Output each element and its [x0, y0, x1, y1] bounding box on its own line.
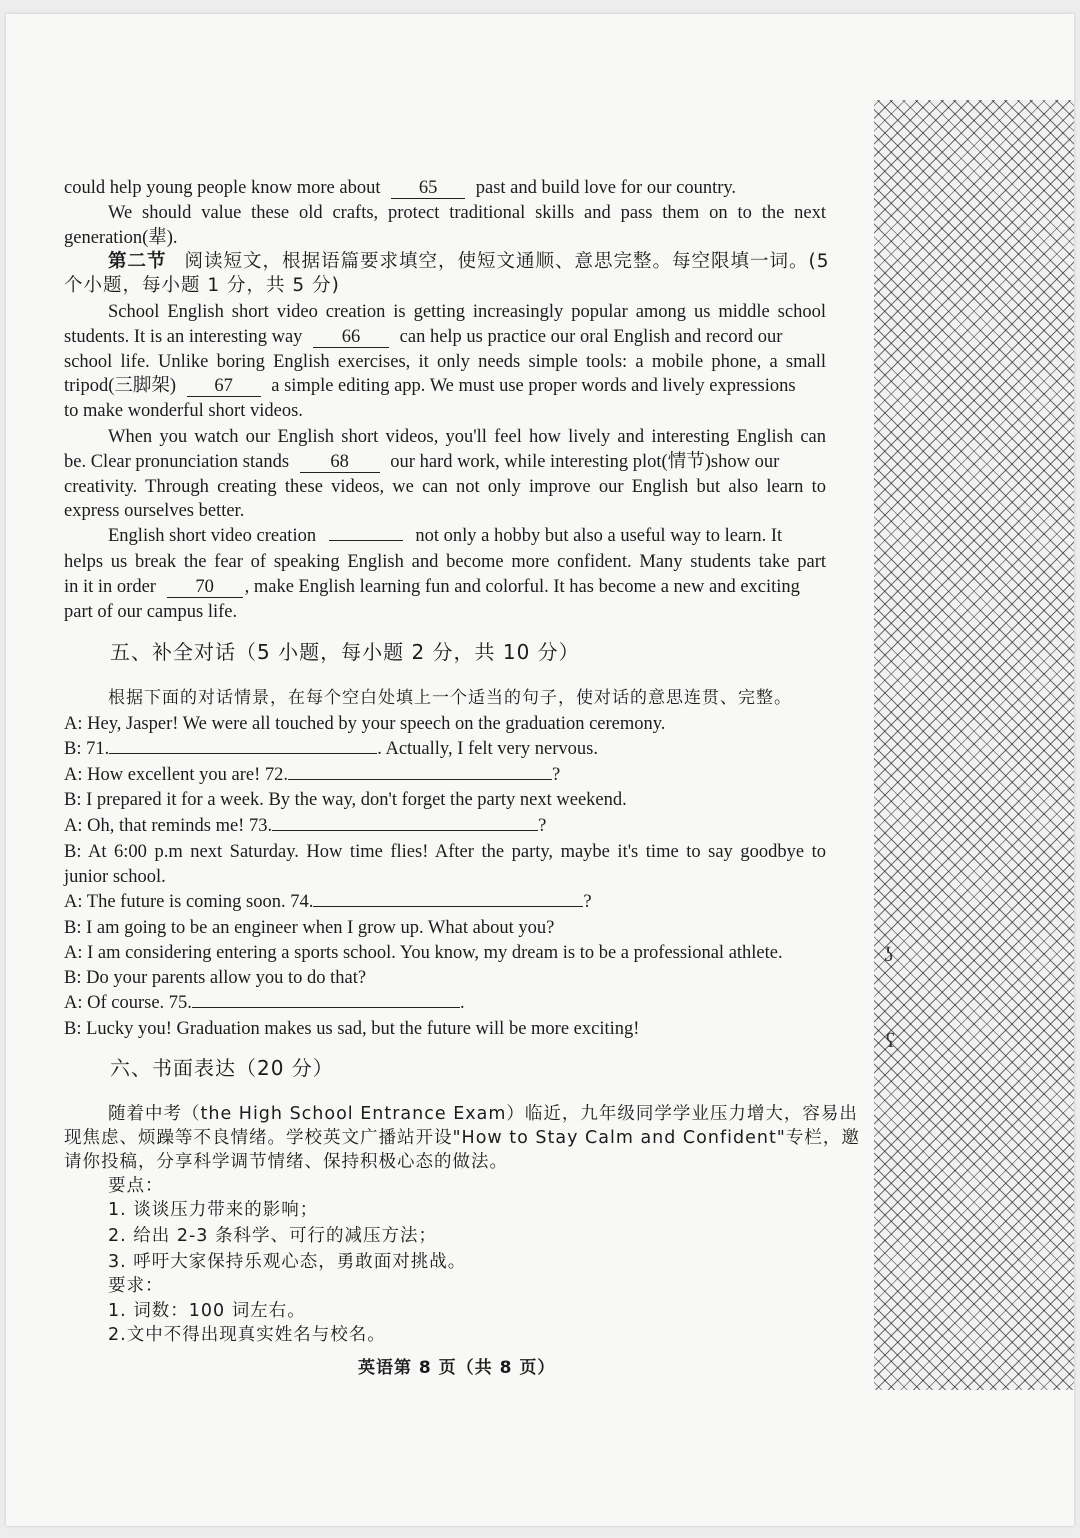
- requirement-item: 2.文中不得出现真实姓名与校名。: [108, 1325, 386, 1345]
- section2-instruction: 第二节 阅读短文，根据语篇要求填空，使短文通顺、意思完整。每空限填一词。(5: [108, 251, 830, 272]
- point-item: 2. 给出 2-3 条科学、可行的减压方法；: [108, 1226, 437, 1246]
- answer-blank-75[interactable]: [192, 1007, 460, 1008]
- blank-65[interactable]: 65: [391, 178, 465, 199]
- passage-line: to make wonderful short videos.: [64, 401, 303, 421]
- dialogue-line: A: I am considering entering a sports school. You know, my dream is to be a professional athlete.: [64, 943, 783, 963]
- page-footer: 英语第 8 页（共 8 页）: [358, 1358, 556, 1378]
- dialogue-line: A: The future is coming soon. 74. ?: [64, 892, 592, 912]
- dialogue-line: B: I prepared it for a week. By the way, don't forget the party next weekend.: [64, 790, 627, 810]
- dialogue-line: B: Lucky you! Graduation makes us sad, but the future will be more exciting!: [64, 1019, 640, 1039]
- point-item: 1. 谈谈压力带来的影响；: [108, 1200, 319, 1220]
- blank-67[interactable]: 67: [187, 376, 261, 397]
- binding-margin-pattern: [874, 100, 1074, 1390]
- section5-instruction: 根据下面的对话情景，在每个空白处填上一个适当的句子，使对话的意思连贯、完整。: [108, 688, 792, 708]
- passage-line: When you watch our English short videos, you'll feel how lively and interesting English can: [108, 427, 826, 447]
- point-item: 3. 呼吁大家保持乐观心态，勇敢面对挑战。: [108, 1252, 467, 1272]
- section2-title: 第二节: [108, 251, 167, 272]
- writing-prompt-line: 随着中考（the High School Entrance Exam）临近，九年级同学学业压力增大，容易出: [108, 1104, 858, 1124]
- dialogue-line: B: At 6:00 p.m next Saturday. How time flies! After the party, maybe it's time to say goodbye to: [64, 842, 826, 862]
- pen-mark-icon: ʕ: [886, 1030, 895, 1052]
- blank-70[interactable]: 70: [167, 577, 243, 598]
- passage-line: School English short video creation is getting increasingly popular among us middle school: [108, 302, 826, 322]
- passage-line: in it in order 70 , make English learning fun and colorful. It has become a new and exciting: [64, 577, 800, 597]
- requirement-item: 1. 词数：100 词左右。: [108, 1301, 306, 1321]
- passage-line: could help young people know more about 65 past and build love for our country.: [64, 178, 737, 198]
- dialogue-line: junior school.: [64, 867, 166, 887]
- passage-line: generation(辈).: [64, 228, 178, 248]
- answer-blank-72[interactable]: [288, 779, 552, 780]
- dialogue-line: B: Do your parents allow you to do that?: [64, 968, 367, 988]
- blank-69[interactable]: [329, 540, 403, 541]
- dialogue-line: B: 71. . Actually, I felt very nervous.: [64, 739, 598, 759]
- blank-66[interactable]: 66: [313, 327, 389, 348]
- pen-mark-icon: ʖ: [884, 944, 893, 966]
- section6-title: 六、书面表达（20 分）: [110, 1056, 334, 1080]
- passage-line: students. It is an interesting way 66 can help us practice our oral English and record our: [64, 327, 783, 347]
- passage-line: English short video creation not only a hobby but also a useful way to learn. It: [108, 526, 783, 546]
- exam-page: [6, 14, 1074, 1526]
- passage-line: helps us break the fear of speaking English and become more confident. Many students take part: [64, 552, 826, 572]
- answer-blank-71[interactable]: [109, 753, 377, 754]
- requirements-title: 要求：: [108, 1276, 164, 1296]
- blank-68[interactable]: 68: [300, 452, 380, 473]
- dialogue-line: A: How excellent you are! 72. ?: [64, 765, 561, 785]
- answer-blank-73[interactable]: [272, 830, 538, 831]
- passage-line: creativity. Through creating these videos, we can not only improve our English but also learn to: [64, 477, 826, 497]
- passage-line: part of our campus life.: [64, 602, 238, 622]
- section5-title: 五、补全对话（5 小题，每小题 2 分，共 10 分）: [110, 640, 580, 664]
- passage-line: express ourselves better.: [64, 501, 245, 521]
- answer-blank-74[interactable]: [313, 906, 583, 907]
- dialogue-line: A: Of course. 75. .: [64, 993, 465, 1013]
- passage-line: tripod(三脚架) 67 a simple editing app. We must use proper words and lively expressions: [64, 376, 796, 396]
- dialogue-line: A: Oh, that reminds me! 73. ?: [64, 816, 547, 836]
- writing-prompt-line: 请你投稿，分享科学调节情绪、保持积极心态的做法。: [64, 1152, 508, 1172]
- passage-line: We should value these old crafts, protect traditional skills and pass them on to the next: [108, 203, 826, 223]
- passage-line: school life. Unlike boring English exercises, it only needs simple tools: a mobile phone, a small: [64, 352, 826, 372]
- passage-line: be. Clear pronunciation stands 68 our hard work, while interesting plot(情节)show our: [64, 452, 780, 472]
- writing-prompt-line: 现焦虑、烦躁等不良情绪。学校英文广播站开设"How to Stay Calm and Confident"专栏，邀: [64, 1128, 860, 1148]
- points-title: 要点：: [108, 1176, 164, 1196]
- dialogue-line: B: I am going to be an engineer when I grow up. What about you?: [64, 918, 555, 938]
- dialogue-line: A: Hey, Jasper! We were all touched by your speech on the graduation ceremony.: [64, 714, 666, 734]
- section2-instruction: 个小题，每小题 1 分，共 5 分): [64, 275, 340, 296]
